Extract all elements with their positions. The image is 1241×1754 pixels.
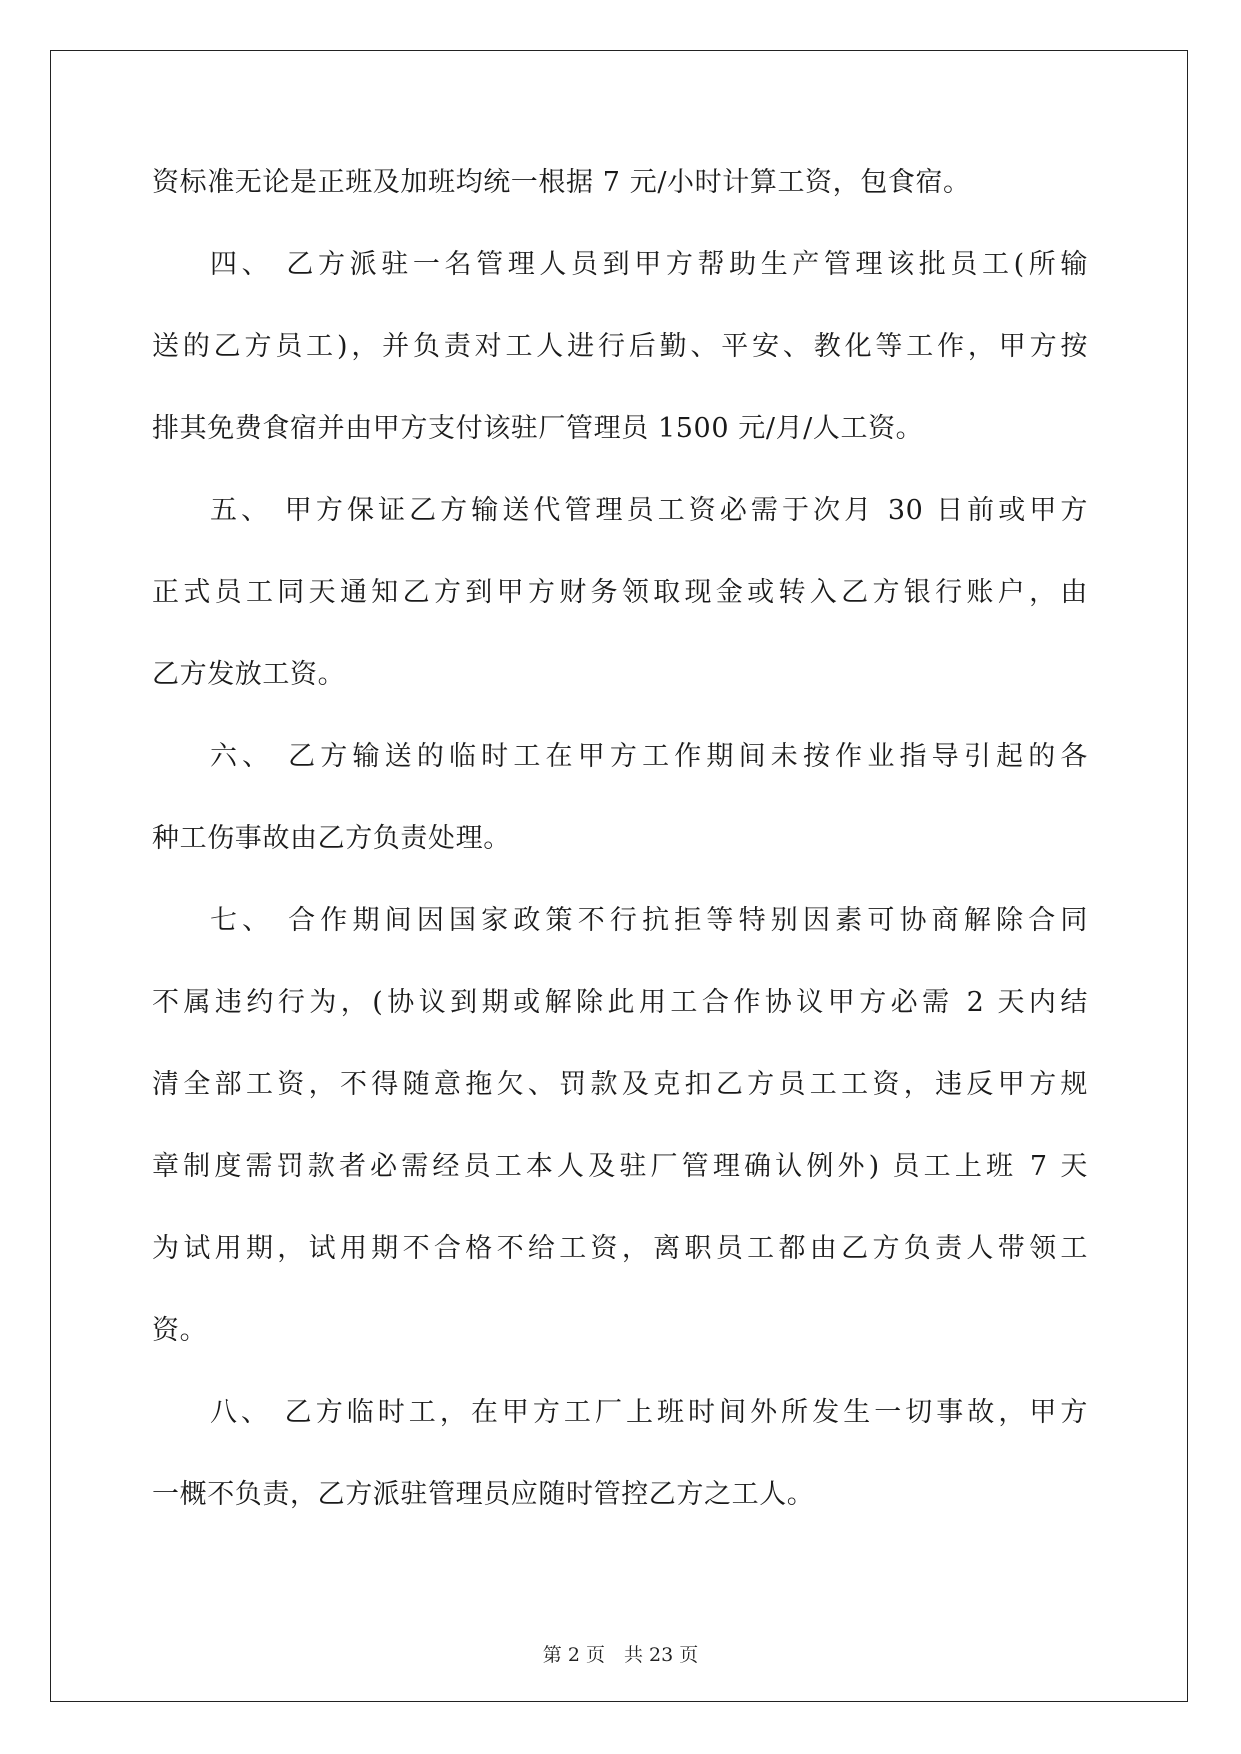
- paragraph-line: 八、 乙方临时工，在甲方工厂上班时间外所发生一切事故，甲方: [210, 1397, 1088, 1428]
- paragraph-line: 清全部工资，不得随意拖欠、罚款及克扣乙方员工工资，违反甲方规: [152, 1069, 1088, 1100]
- paragraph-line: 四、 乙方派驻一名管理人员到甲方帮助生产管理该批员工(所输: [210, 249, 1088, 280]
- document-body: [152, 158, 1088, 1552]
- paragraph-line: 乙方发放工资。: [152, 659, 346, 690]
- paragraph-line: 种工伤事故由乙方负责处理。: [152, 823, 511, 854]
- paragraph-line: 正式员工同天通知乙方到甲方财务领取现金或转入乙方银行账户，由: [152, 577, 1088, 608]
- paragraph-line: 六、 乙方输送的临时工在甲方工作期间未按作业指导引起的各: [210, 741, 1088, 772]
- page-number-footer: 第 2 页 共 23 页: [542, 1644, 699, 1666]
- paragraph-line: 为试用期，试用期不合格不给工资，离职员工都由乙方负责人带领工: [152, 1233, 1088, 1264]
- paragraph-line: 资标准无论是正班及加班均统一根据 7 元/小时计算工资，包食宿。: [152, 167, 971, 198]
- paragraph-line: 不属违约行为，(协议到期或解除此用工合作协议甲方必需 2 天内结: [152, 987, 1088, 1018]
- paragraph-line: 排其免费食宿并由甲方支付该驻厂管理员 1500 元/月/人工资。: [152, 413, 924, 444]
- paragraph-line: 五、 甲方保证乙方输送代管理员工资必需于次月 30 日前或甲方: [210, 495, 1088, 526]
- paragraph-line: 一概不负责，乙方派驻管理员应随时管控乙方之工人。: [152, 1479, 815, 1510]
- paragraph-line: 七、 合作期间因国家政策不行抗拒等特别因素可协商解除合同: [210, 905, 1088, 936]
- paragraph-line: 资。: [152, 1315, 208, 1346]
- paragraph-line: 送的乙方员工)，并负责对工人进行后勤、平安、教化等工作，甲方按: [152, 331, 1088, 362]
- paragraph-line: 章制度需罚款者必需经员工本人及驻厂管理确认例外) 员工上班 7 天: [152, 1151, 1088, 1182]
